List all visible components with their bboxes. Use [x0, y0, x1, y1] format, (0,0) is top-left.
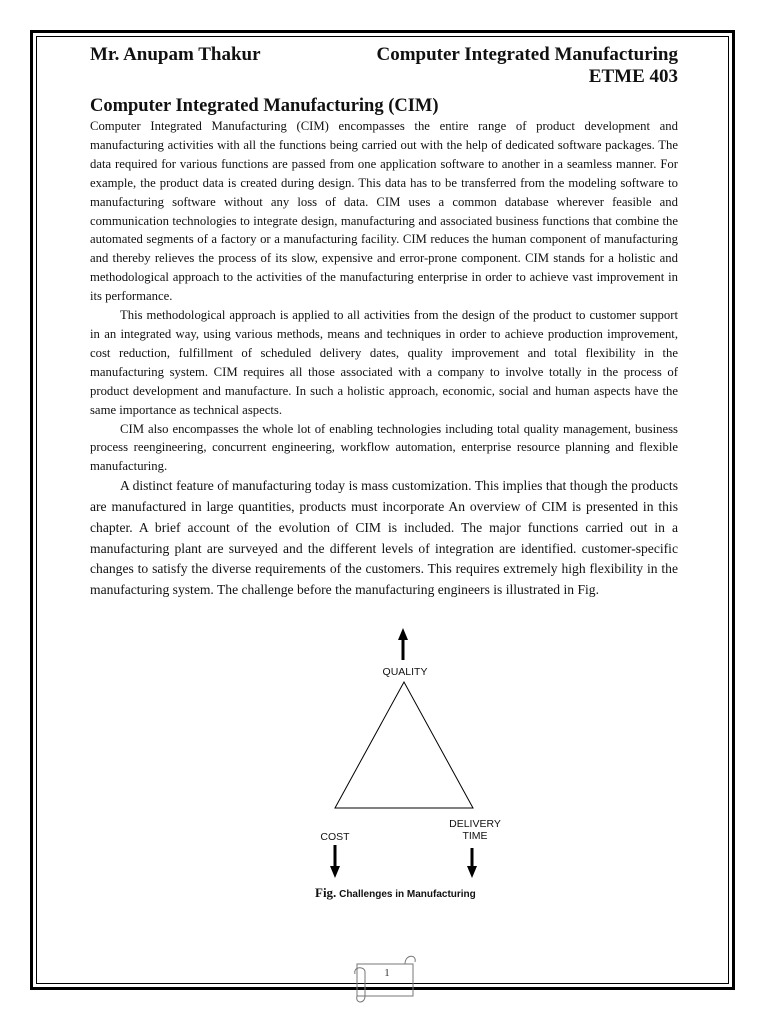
label-cost: COST: [320, 831, 350, 843]
course-title: Computer Integrated Manufacturing: [376, 44, 678, 65]
quality-arrow-up-icon: [398, 628, 408, 640]
paragraph-3: CIM also encompasses the whole lot of enabling technologies including total quality management, business process reengineering, concurrent engineering, workflow automation, enterprise resource planning and flexible manufacturing.: [90, 421, 678, 474]
paragraph-4: A distinct feature of manufacturing today is mass customization. This implies that though the products are manufactured in large quantities, products must incorporate An overview of CIM is presented in this chapter. A brief account of the evolution of CIM is included. The major functions carried out in a manufacturing plant are surveyed and the different levels of integration are identified. customer-specific changes to satisfy the diverse requirements of the customers. This requires extremely high flexibility in the manufacturing system. The challenge before the manufacturing engineers is illustrated in Fig.: [90, 478, 678, 598]
paragraph-1: Computer Integrated Manufacturing (CIM) encompasses the entire range of product development and manufacturing activities with all the functions being carried out with the help of dedicated software packages. The data required for various functions are passed from one application software to another in a seamless manner. For example, the product data is created during design. This data has to be transferred from the modeling software to manufacturing software without any loss of data. CIM uses a common database wherever feasible and communication technologies to integrate design, manufacturing and associated business functions that combine the automated segments of a factory or a manufacturing facility. CIM reduces the human component of manufacturing and thereby relieves the process of its slow, expensive and error-prone component. CIM stands for a holistic and methodological approach to the activities of the manufacturing enterprise in order to achieve vast improvement in its performance.: [90, 119, 678, 304]
paragraph-2: This methodological approach is applied to all activities from the design of the product to customer support in an integrated way, using various methods, means and techniques in order to achieve production improvement, cost reduction, fulfillment of scheduled delivery dates, quality improvement and total flexibility in the manufacturing system. CIM requires all those associated with a company to involve totally in the process of product development and manufacture. In such a holistic approach, economic, social and human aspects have the same importance as technical aspects.: [90, 308, 678, 417]
cost-arrow-down-icon: [330, 866, 340, 878]
label-quality: QUALITY: [382, 666, 428, 678]
label-delivery: DELIVERY: [449, 818, 501, 830]
page-number: 1: [384, 967, 390, 979]
course-info: [376, 44, 678, 88]
page-content: [90, 44, 678, 601]
label-time: TIME: [462, 830, 488, 842]
challenges-figure: [300, 620, 520, 910]
triangle-shape: [335, 682, 473, 808]
author-name: Mr. Anupam Thakur: [90, 44, 261, 65]
triangle-diagram: [300, 620, 520, 910]
caption-prefix: Fig.: [315, 885, 337, 900]
label-delivery-time: [435, 818, 515, 842]
course-code: ETME 403: [588, 66, 678, 87]
caption-text: Challenges in Manufacturing: [339, 889, 476, 900]
page-header: [90, 44, 678, 88]
delivery-arrow-down-icon: [467, 866, 477, 878]
section-title: Computer Integrated Manufacturing (CIM): [90, 96, 439, 116]
figure-caption: [315, 885, 476, 901]
